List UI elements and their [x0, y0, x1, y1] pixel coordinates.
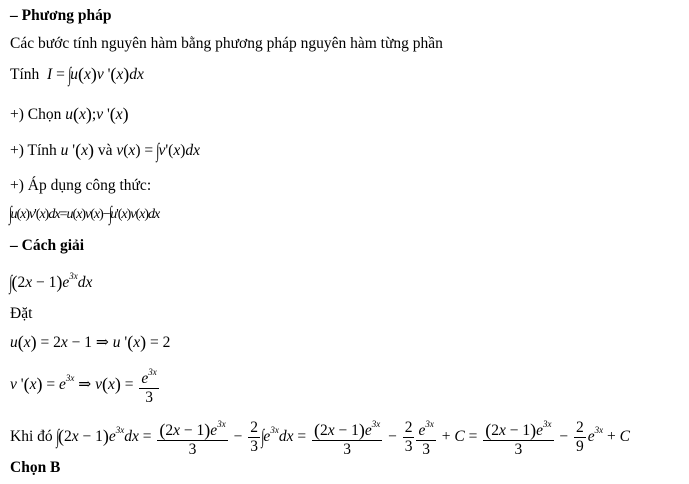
formula-integral-definition: Tính I = ∫u(x)v '(x)dx [10, 64, 144, 86]
conclusion-prefix: Khi đó [10, 428, 53, 445]
fraction-e3x-over-3: $\frac{e^{3x}}{3}$ [139, 363, 158, 407]
step1-label: +) Chọn [10, 106, 62, 123]
step2-joiner: và [97, 142, 113, 159]
step-choose: +) Chọn u(x);v '(x) [10, 104, 129, 124]
substitution-v: v '$(x) = e^{3x}$ ⇒ v(x) = $\frac{e^{3x}}{3}$ [10, 358, 161, 407]
final-computation: Khi đó $\int(2x - 1)e^{3x}dx$ = $\frac{(2x - 1)e^{3x}}{3}$ − $\frac{2}{3}$ $\int e^{3x}dx$ = $\frac{(2x - 1)e^{3x}}{3}$ − $\frac{2}{3}$ $\frac{e^{3x}}{3}$ + C = $\frac{(2x - 1)e^{3x}}{3}$ − $\frac{2}{9}$ $e^{3x} + C$ [10, 408, 630, 459]
step-compute: +) Tính u '(x) và v(x) = ∫v'(x)dx [10, 140, 201, 162]
section-title-method: – Phương pháp [10, 7, 112, 24]
given-integral: $\int(2x - 1)e^{3x}dx$ [9, 271, 93, 294]
step0-label: Tính [10, 66, 40, 83]
section-title-solution: – Cách giải [10, 237, 85, 254]
step2-label: +) Tính [10, 142, 57, 159]
intro-text: Các bước tính nguyên hàm bằng phương pháp nguyên hàm từng phần [10, 35, 443, 52]
set-label: Đặt [10, 305, 33, 322]
formula-integration-by-parts: ∫u(x)v'(x)dx=u(x)v(x)−∫u'(x)v(x)dx [9, 203, 160, 225]
substitution-u: u(x) = 2x − 1 ⇒ u '(x) = 2 [10, 332, 171, 352]
answer-choice: Chọn B [10, 459, 61, 476]
step-apply: +) Áp dụng công thức: [10, 177, 152, 194]
